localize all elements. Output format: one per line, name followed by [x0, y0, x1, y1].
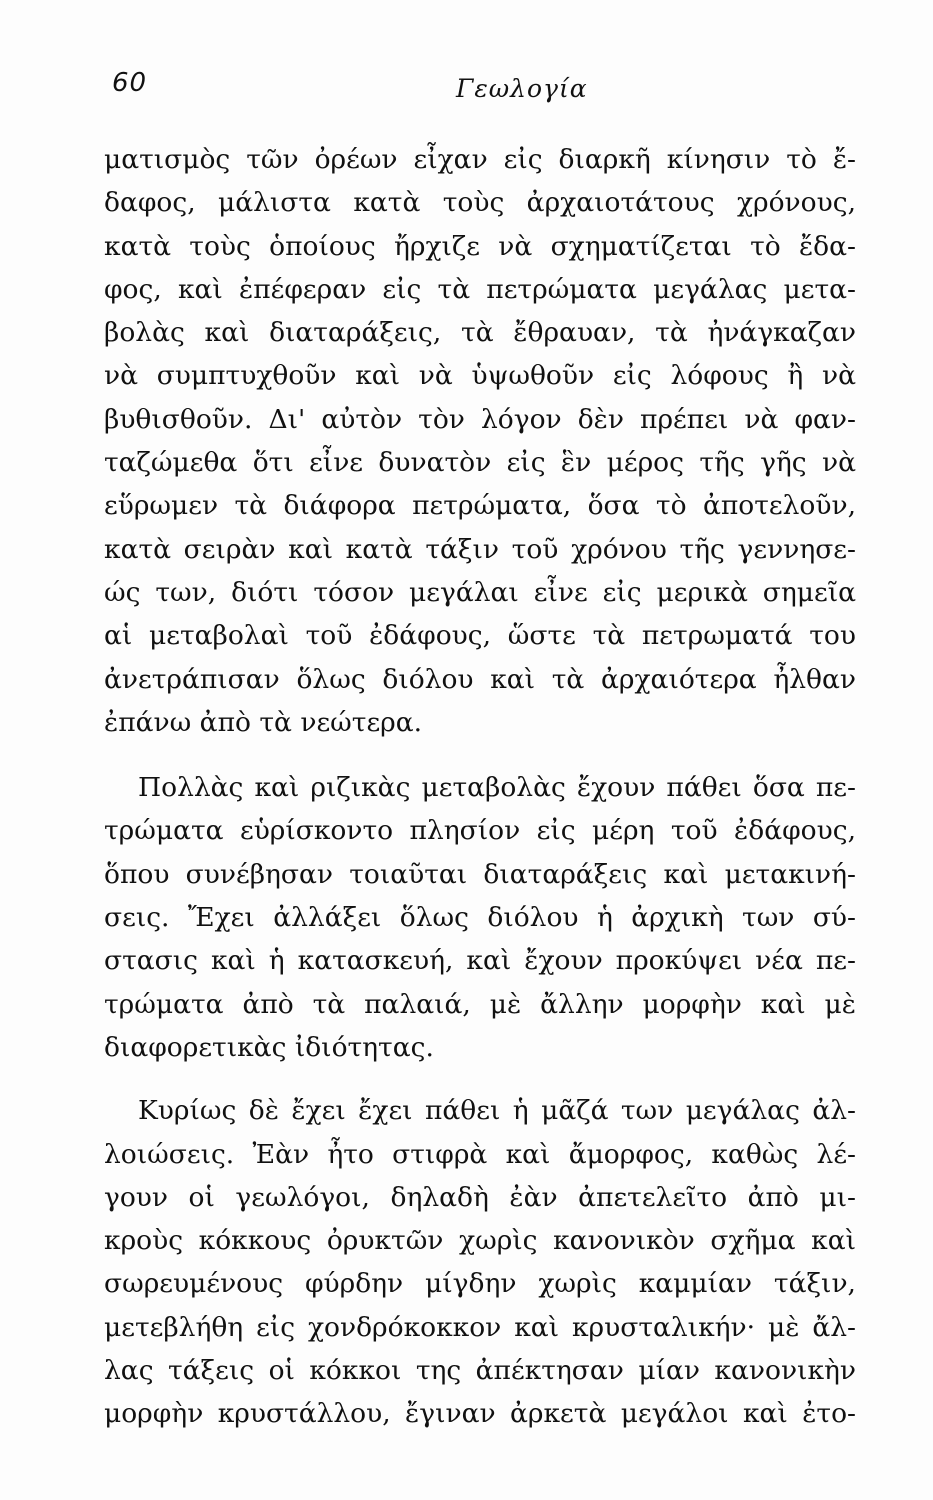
text-line: ταζώμεθα ὅτι εἶνε δυνατὸν εἰς ἓν μέρος τῆς γῆς νὰ: [104, 447, 856, 479]
text-line: αἱ μεταβολαὶ τοῦ ἐδάφους, ὥστε τὰ πετρωματά του: [104, 620, 856, 652]
page-number: 60: [112, 68, 148, 98]
text-line: βολὰς καὶ διαταράξεις, τὰ ἔθραυαν, τὰ ἠνάγκαζαν: [104, 317, 856, 349]
text-line: ἐπάνω ἀπὸ τὰ νεώτερα.: [104, 706, 423, 738]
text-line: βυθισθοῦν. Δι' αὐτὸν τὸν λόγον δὲν πρέπει νὰ φαν-: [104, 403, 856, 435]
text-line: γουν οἱ γεωλόγοι, δηλαδὴ ἐὰν ἀπετελεῖτο ἀπὸ μι-: [104, 1181, 856, 1213]
text-line: μορφὴν κρυστάλλου, ἔγιναν ἀρκετὰ μεγάλοι καὶ ἐτο-: [104, 1398, 856, 1430]
text-line: τρώματα ἀπὸ τὰ παλαιά, μὲ ἄλλην μορφὴν καὶ μὲ: [104, 988, 856, 1020]
paragraph: [104, 138, 856, 744]
text-line: σεις. Ἔχει ἀλλάξει ὅλως διόλου ἡ ἀρχικὴ των σύ-: [104, 902, 856, 934]
text-line: μετεβλήθη εἰς χονδρόκοκκον καὶ κρυσταλικήν· μὲ ἄλ-: [104, 1311, 856, 1343]
paragraph: [104, 766, 856, 1069]
text-line: ὅπου συνέβησαν τοιαῦται διαταράξεις καὶ μετακινή-: [104, 858, 856, 890]
text-line: φος, καὶ ἐπέφεραν εἰς τὰ πετρώματα μεγάλας μετα-: [104, 273, 856, 305]
text-line: διαφορετικὰς ἰδιότητας.: [104, 1031, 434, 1063]
text-line: ἀνετράπισαν ὅλως διόλου καὶ τὰ ἀρχαιότερα ἦλθαν: [104, 663, 856, 695]
text-line: ώς των, διότι τόσον μεγάλαι εἶνε εἰς μερικὰ σημεῖα: [104, 576, 856, 608]
text-line: δαφος, μάλιστα κατὰ τοὺς ἀρχαιοτάτους χρόνους,: [104, 187, 856, 219]
text-line: νὰ συμπτυχθοῦν καὶ νὰ ὑψωθοῦν εἰς λόφους ἢ νὰ: [104, 360, 856, 392]
body-text: [104, 138, 856, 1436]
text-line: λας τάξεις οἱ κόκκοι της ἀπέκτησαν μίαν κανονικὴν: [104, 1355, 856, 1387]
text-line: κατὰ σειρὰν καὶ κατὰ τάξιν τοῦ χρόνου τῆς γεννησε-: [104, 533, 856, 565]
running-title: Γεωλογία: [456, 74, 588, 103]
text-line: τρώματα εὑρίσκοντο πλησίον εἰς μέρη τοῦ ἐδάφους,: [104, 815, 856, 847]
text-line: κατὰ τοὺς ὁποίους ἤρχιζε νὰ σχηματίζεται τὸ ἔδα-: [104, 230, 856, 262]
paragraph: [104, 1089, 856, 1435]
text-line: ματισμὸς τῶν ὀρέων εἶχαν εἰς διαρκῆ κίνησιν τὸ ἔ-: [104, 144, 856, 175]
text-line: εὕρωμεν τὰ διάφορα πετρώματα, ὅσα τὸ ἀποτελοῦν,: [104, 490, 856, 522]
text-line: Κυρίως δὲ ἔχει ἔχει πάθει ἡ μᾶζά των μεγάλας ἀλ-: [138, 1095, 856, 1127]
text-line: Πολλὰς καὶ ριζικὰς μεταβολὰς ἔχουν πάθει ὅσα πε-: [138, 772, 856, 804]
text-line: κροὺς κόκκους ὀρυκτῶν χωρὶς κανονικὸν σχῆμα καὶ: [104, 1225, 856, 1257]
text-line: στασις καὶ ἡ κατασκευή, καὶ ἔχουν προκύψει νέα πε-: [104, 945, 856, 977]
text-line: σωρευμένους φύρδην μίγδην χωρὶς καμμίαν τάξιν,: [104, 1268, 856, 1300]
text-line: λοιώσεις. Ἐὰν ἦτο στιφρὰ καὶ ἄμορφος, καθὼς λέ-: [104, 1138, 856, 1170]
